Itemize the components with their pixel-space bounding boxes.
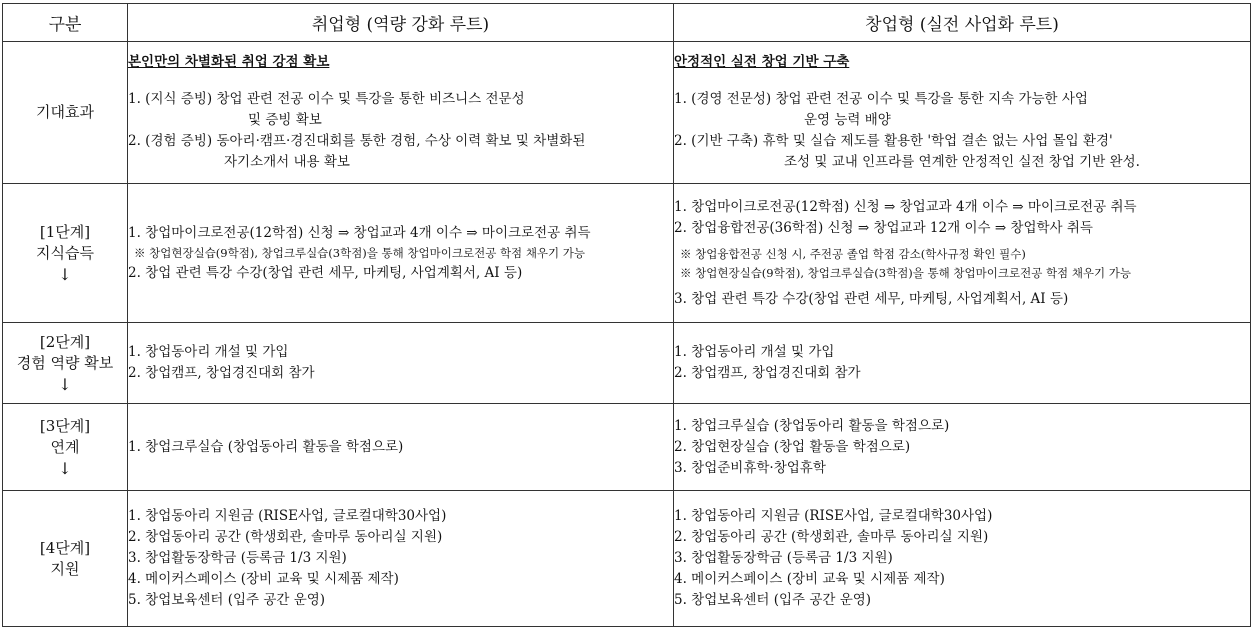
cell-step2-startup	[674, 323, 1251, 404]
step-item: 1. 창업동아리 개설 및 가입	[128, 344, 289, 360]
step-item: 1. 창업동아리 지원금 (RISE사업, 글로컬대학30사업)	[674, 508, 993, 524]
step-item: 3. 창업 관련 특강 수강(창업 관련 세무, 마케팅, 사업계획서, AI 등)	[674, 290, 1069, 307]
step-item: 3. 창업활동장학금 (등록금 1/3 지원)	[128, 550, 347, 566]
step-item: 2. 창업현장실습 (창업 활동을 학점으로)	[674, 438, 911, 455]
step-number: [3단계]	[39, 416, 91, 435]
effect-heading: 안정적인 실전 창업 기반 구축	[674, 54, 850, 70]
label-step1	[3, 184, 128, 323]
step-item: 3. 창업준비휴학·창업휴학	[674, 459, 826, 476]
step-note: ※ 창업현장실습(9학점), 창업크루실습(3학점)을 통해 창업마이크로전공 학점 채우기 가능	[134, 245, 586, 260]
row-step2	[3, 323, 1251, 404]
cell-effect-employment	[128, 42, 674, 184]
step-item: 5. 창업보육센터 (입주 공간 운영)	[128, 592, 326, 608]
cell-step3-employment	[128, 404, 674, 491]
row-expected-effect	[3, 42, 1251, 184]
cell-effect-startup	[674, 42, 1251, 184]
effect-heading: 본인만의 차별화된 취업 강점 확보	[128, 54, 330, 70]
label-expected-effect	[3, 42, 128, 184]
cell-step2-employment	[128, 323, 674, 404]
down-arrow-icon: ↓	[58, 458, 72, 478]
step-item: 1. 창업마이크로전공(12학점) 신청 ⇒ 창업교과 4개 이수 ⇒ 마이크로전공 취득	[674, 198, 1137, 215]
step-note: ※ 창업융합전공 신청 시, 주전공 졸업 학점 감소(학사규정 확인 필수)	[680, 246, 1026, 261]
step-note: ※ 창업현장실습(9학점), 창업크루실습(3학점)을 통해 창업마이크로전공 학점 채우기 가능	[680, 265, 1132, 280]
step-item: 5. 창업보육센터 (입주 공간 운영)	[674, 592, 872, 608]
effect-item-cont: 조성 및 교내 인프라를 연계한 안정적인 실전 창업 기반 완성.	[784, 154, 1140, 170]
effect-item: 1. (지식 증빙) 창업 관련 전공 이수 및 특강을 통한 비즈니스 전문성	[128, 91, 525, 107]
step-item: 2. 창업동아리 공간 (학생회관, 솔마루 동아리실 지원)	[128, 529, 443, 545]
step-item: 3. 창업활동장학금 (등록금 1/3 지원)	[674, 550, 893, 566]
header-startup: 창업형 (실전 사업화 루트)	[674, 4, 1251, 42]
step-item: 1. 창업마이크로전공(12학점) 신청 ⇒ 창업교과 4개 이수 ⇒ 마이크로전공 취득	[128, 224, 591, 241]
row-step3	[3, 404, 1251, 491]
step-title: 경험 역량 확보	[16, 353, 114, 372]
header-row	[3, 4, 1251, 42]
step-title: 지식습득	[36, 243, 94, 262]
cell-step1-employment	[128, 184, 674, 323]
roadmap-table	[2, 3, 1251, 627]
step-title: 지원	[50, 559, 80, 578]
step-number: [1단계]	[39, 222, 91, 241]
step-title: 연계	[50, 437, 80, 456]
step-item: 4. 메이커스페이스 (장비 교육 및 시제품 제작)	[128, 571, 399, 587]
cell-step1-startup	[674, 184, 1251, 323]
label-text: 기대효과	[36, 103, 94, 121]
down-arrow-icon: ↓	[58, 264, 72, 284]
step-item: 2. 창업융합전공(36학점) 신청 ⇒ 창업교과 12개 이수 ⇒ 창업학사 취득	[674, 219, 1093, 236]
effect-item: 2. (경험 증빙) 동아리·캠프·경진대회를 통한 경험, 수상 이력 확보 및 차별화된	[128, 133, 586, 149]
step-item: 2. 창업캠프, 창업경진대회 참가	[674, 365, 861, 381]
label-step2	[3, 323, 128, 404]
step-number: [2단계]	[39, 332, 91, 351]
step-item: 1. 창업동아리 지원금 (RISE사업, 글로컬대학30사업)	[128, 508, 447, 524]
effect-item-cont: 자기소개서 내용 확보	[224, 154, 350, 170]
step-item: 4. 메이커스페이스 (장비 교육 및 시제품 제작)	[674, 571, 945, 587]
step-item: 1. 창업크루실습 (창업동아리 활동을 학점으로)	[674, 417, 950, 434]
step-number: [4단계]	[39, 538, 91, 557]
row-step4	[3, 491, 1251, 627]
effect-item-cont: 운영 능력 배양	[804, 112, 891, 128]
step-item: 2. 창업동아리 공간 (학생회관, 솔마루 동아리실 지원)	[674, 529, 989, 545]
row-step1	[3, 184, 1251, 323]
cell-step3-startup	[674, 404, 1251, 491]
step-item: 1. 창업동아리 개설 및 가입	[674, 344, 835, 360]
header-employment: 취업형 (역량 강화 루트)	[128, 4, 674, 42]
cell-step4-startup	[674, 491, 1251, 627]
label-step3	[3, 404, 128, 491]
step-item: 1. 창업크루실습 (창업동아리 활동을 학점으로)	[128, 438, 404, 455]
step-item: 2. 창업캠프, 창업경진대회 참가	[128, 365, 315, 381]
cell-step4-employment	[128, 491, 674, 627]
header-category: 구분	[3, 4, 128, 42]
label-step4	[3, 491, 128, 627]
effect-item: 2. (기반 구축) 휴학 및 실습 제도를 활용한 '학업 결손 없는 사업 몰입 환경'	[674, 133, 1113, 149]
effect-item-cont: 및 증빙 확보	[248, 112, 322, 128]
down-arrow-icon: ↓	[58, 374, 72, 394]
effect-item: 1. (경영 전문성) 창업 관련 전공 이수 및 특강을 통한 지속 가능한 사업	[674, 91, 1088, 107]
step-item: 2. 창업 관련 특강 수강(창업 관련 세무, 마케팅, 사업계획서, AI 등)	[128, 264, 523, 281]
